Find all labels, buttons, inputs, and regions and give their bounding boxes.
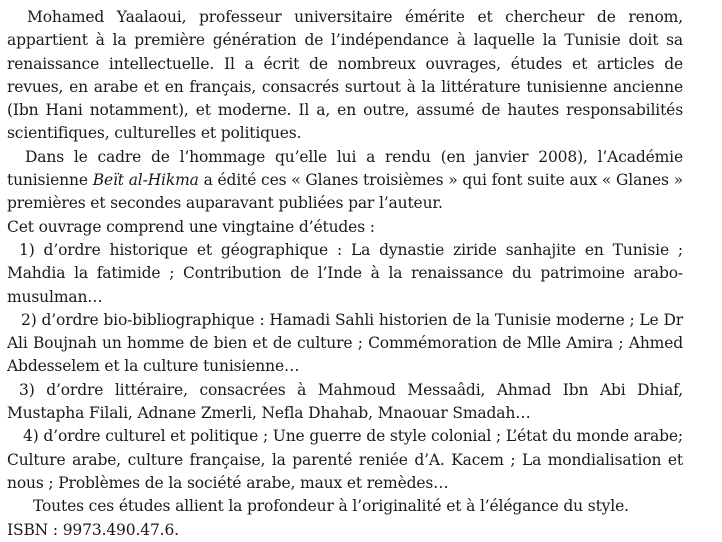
isbn: ISBN : 9973.490.47.6.: [7, 520, 179, 539]
tribute-text-after: a édité ces « Glanes troisièmes » qui font suite aux « Glanes » premières et secondes auparavant publiées par l’auteur.: [7, 171, 683, 213]
study-group-historical: 1) d’ordre historique et géographique : La dynastie ziride sanhajite en Tunisie ; Mahdia la fatimide ; Contribution de l’Inde à la renaissance du patrimoine arabo-musulman…: [7, 240, 683, 306]
institution-name: Beït al-Hikma: [92, 171, 199, 190]
study-group-cultural-political: 4) d’ordre culturel et politique ; Une guerre de style colonial ; L’état du monde arabe; Culture arabe, culture française, la parenté reniée d’A. Kacem ; La mondialisation et nous ; Problèmes de la société arabe, maux et remèdes…: [7, 427, 683, 492]
contents-intro: Cet ouvrage comprend une vingtaine d’études :: [7, 217, 375, 236]
tribute-text-before: Dans le cadre de l’hommage qu’elle lui a rendu (en janvier 2008), l’Académie tunisienne: [7, 147, 683, 190]
closing-sentence: Toutes ces études allient la profondeur à l’originalité et à l’élégance du style.: [33, 497, 629, 516]
study-group-literary: 3) d’ordre littéraire, consacrées à Mahmoud Messaâdi, Ahmad Ibn Abi Dhiaf, Mustapha Filali, Adnane Zmerli, Nefla Dhahab, Mnaouar Smadah…: [7, 380, 683, 423]
author-bio-paragraph: Mohamed Yaalaoui, professeur universitaire émérite et chercheur de renom, appartient à la première génération de l’indépendance à laquelle la Tunisie doit sa renaissance intellectuelle. Il a écrit de nombreux ouvrages, études et articles de revues, en arabe et en français, consacrés surtout à la littérature tunisienne ancienne (Ibn Hani notamment), et moderne. Il a, en outre, assumé de hautes responsabilités scientifiques, culturelles et politiques.: [7, 8, 683, 143]
tribute-paragraph: [7, 146, 683, 216]
study-group-biographical: 2) d’ordre bio-bibliographique : Hamadi Sahli historien de la Tunisie moderne ; Le Dr Ali Boujnah un homme de bien et de culture ; Commémoration de Mlle Amira ; Ahmed Abdesselem et la culture tunisienne…: [7, 310, 683, 376]
book-description: [7, 6, 683, 542]
